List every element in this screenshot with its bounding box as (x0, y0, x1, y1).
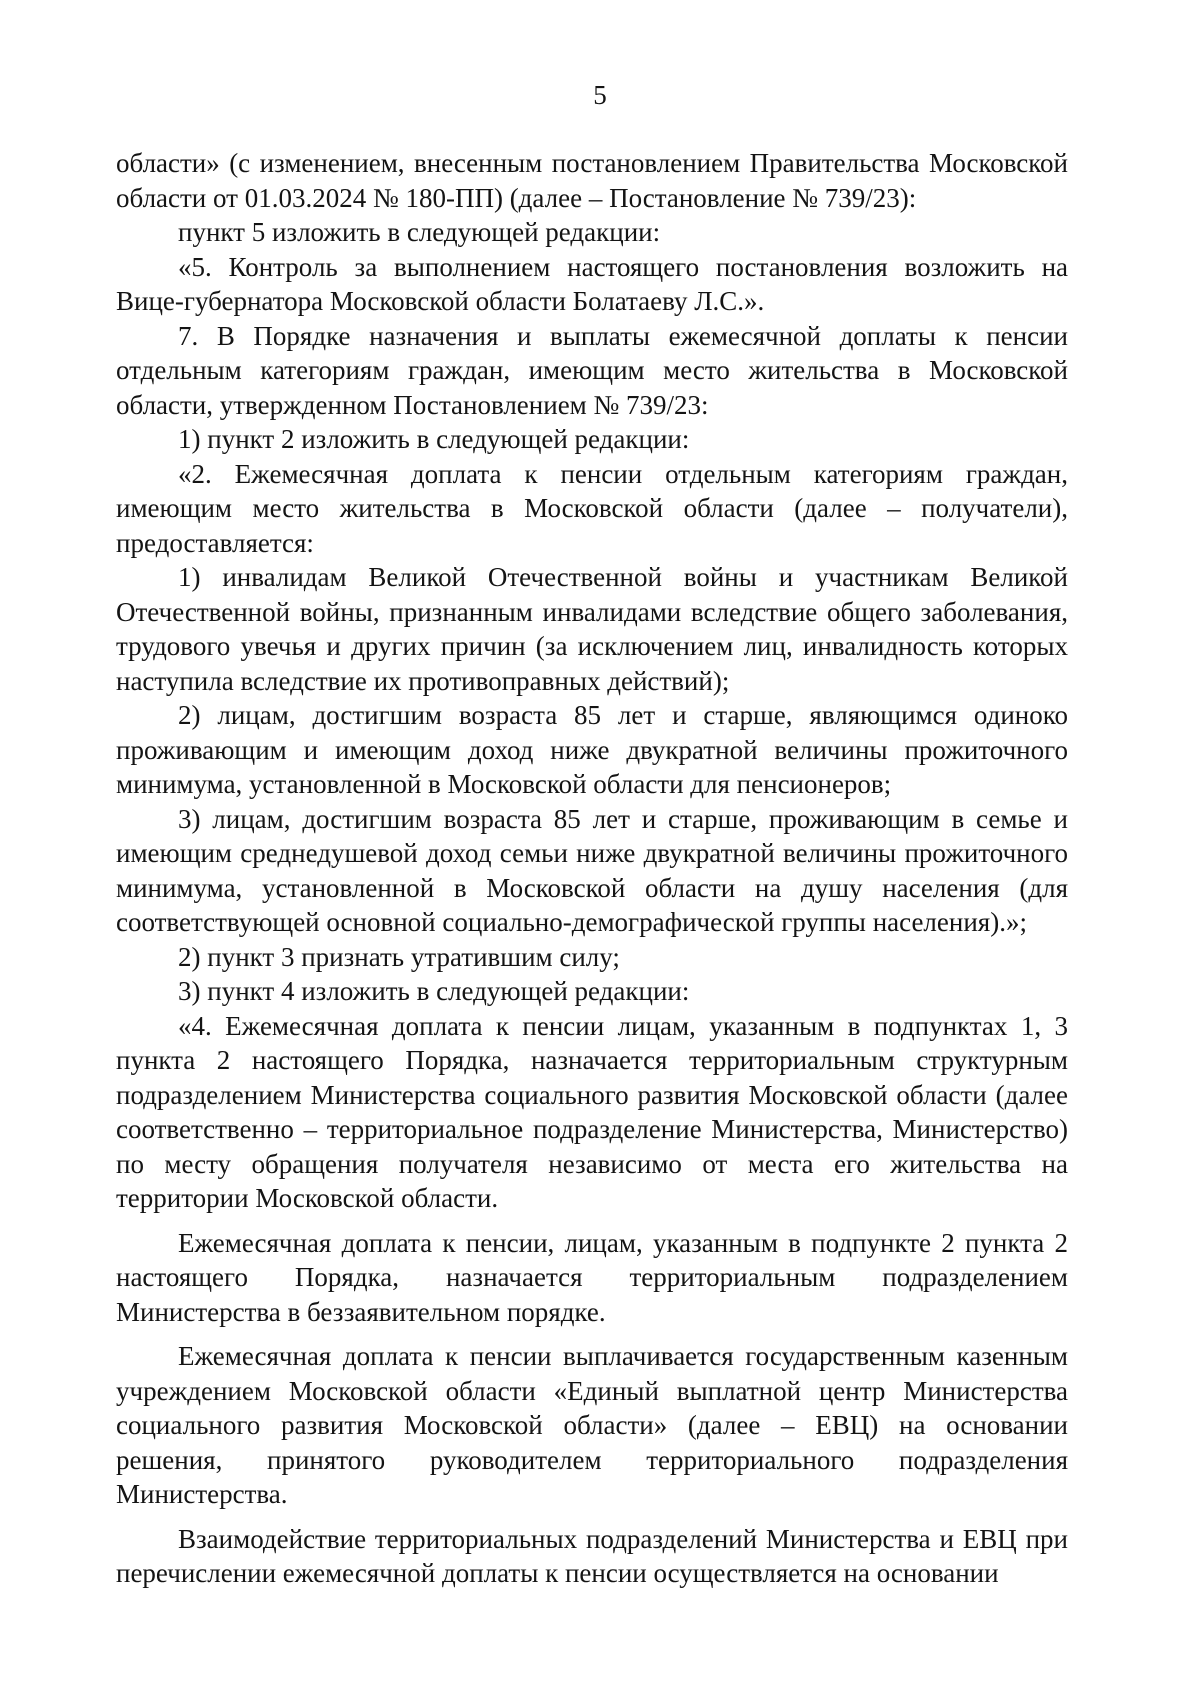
page-number: 5 (593, 80, 607, 110)
paragraph-point-2-sub-1: 1) инвалидам Великой Отечественной войны и участникам Великой Отечественной войны, признанным инвалидами вследствие общего заболевания, трудового увечья и других причин (за исключением лиц, инвалидность которых наступила вследствие их противоправных действий); (116, 562, 1068, 696)
paragraph-point-2-text: «2. Ежемесячная доплата к пенсии отдельным категориям граждан, имеющим место жительства в Московской области (далее – получатели), предоставляется: (116, 458, 1068, 558)
paragraph-point-5-text: «5. Контроль за выполнением настоящего постановления возложить на Вице-губернатора Московской области Болатаеву Л.С.». (116, 251, 1068, 316)
paragraph-point-4-part-2: Ежемесячная доплата к пенсии, лицам, указанным в подпункте 2 пункта 2 настоящего Порядка, назначается территориальным подразделением Министерства в беззаявительном порядке. (116, 1227, 1068, 1327)
paragraph-point-2-sub-3: 3) лицам, достигшим возраста 85 лет и старше, проживающим в семье и имеющим среднедушевой доход семьи ниже двукратной величины прожиточного минимума, установленной в Московской области на душу населения (для соответствующей основной социально-демографической группы населения).»; (116, 803, 1068, 937)
paragraph-point-5-instruction: пункт 5 изложить в следующей редакции: (178, 217, 661, 247)
paragraph-continuation: области» (с изменением, внесенным постановлением Правительства Московской области от 01.03.2024 № 180-ПП) (далее – Постановление № 739/23): (116, 148, 1068, 213)
paragraph-item-7: 7. В Порядке назначения и выплаты ежемесячной доплаты к пенсии отдельным категориям граждан, имеющим место жительства в Московской области, утвержденном Постановлением № 739/23: (116, 320, 1068, 420)
document-body (116, 146, 1068, 1591)
paragraph-point-4-part-4: Взаимодействие территориальных подразделений Министерства и ЕВЦ при перечислении ежемесячной доплаты к пенсии осуществляется на основании (116, 1523, 1068, 1588)
paragraph-point-4-text: «4. Ежемесячная доплата к пенсии лицам, указанным в подпунктах 1, 3 пункта 2 настоящего Порядка, назначается территориальным структурным подразделением Министерства социального развития Московской области (далее соответственно – территориальное подразделение Министерства, Министерство) по месту обращения получателя независимо от места его жительства на территории Московской области. (116, 1010, 1068, 1213)
paragraph-point-2-sub-2: 2) лицам, достигшим возраста 85 лет и старше, являющимся одиноко проживающим и имеющим доход ниже двукратной величины прожиточного минимума, установленной в Московской области для пенсионеров; (116, 700, 1068, 799)
paragraph-point-4-part-3: Ежемесячная доплата к пенсии выплачивается государственным казенным учреждением Московской области «Единый выплатной центр Министерства социального развития Московской области» (далее – ЕВЦ) на основании решения, принятого руководителем территориального подразделения Министерства. (116, 1341, 1068, 1509)
paragraph-subitem-2: 2) пункт 3 признать утратившим силу; (178, 941, 620, 972)
paragraph-subitem-1: 1) пункт 2 изложить в следующей редакции: (178, 424, 690, 454)
paragraph-subitem-3: 3) пункт 4 изложить в следующей редакции: (178, 976, 690, 1006)
